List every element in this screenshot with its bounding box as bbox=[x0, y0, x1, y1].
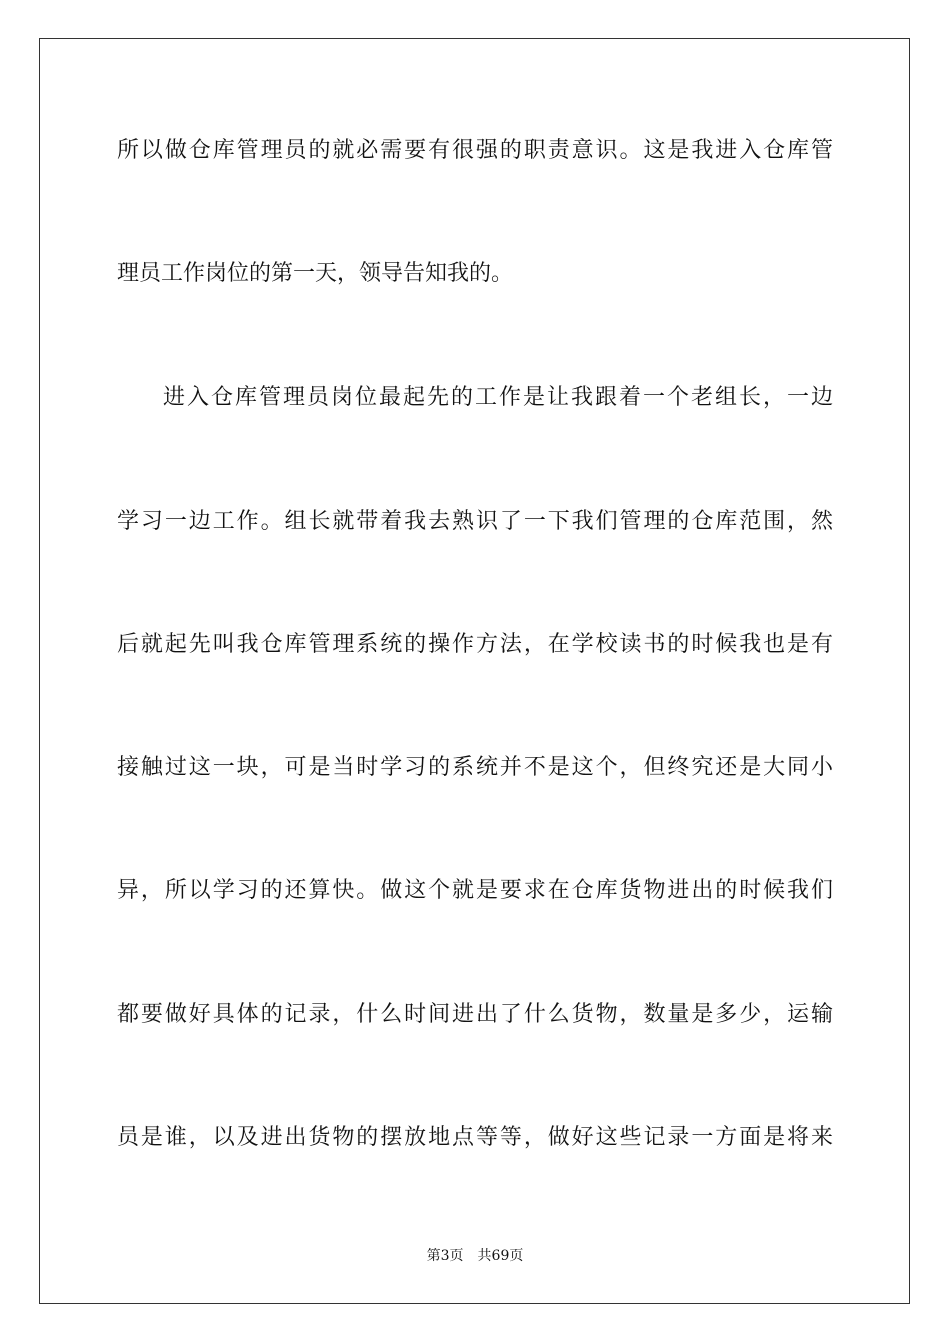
text-line-3: 进入仓库管理员岗位最起先的工作是让我跟着一个老组长，一边 bbox=[163, 385, 833, 410]
page-footer bbox=[0, 1247, 950, 1265]
text-line-2: 理员工作岗位的第一天，领导告知我的。 bbox=[117, 261, 514, 286]
text-line-4: 学习一边工作。组长就带着我去熟识了一下我们管理的仓库范围，然 bbox=[117, 509, 833, 534]
text-line-8: 都要做好具体的记录，什么时间进出了什么货物，数量是多少，运输 bbox=[117, 1002, 833, 1027]
page-border bbox=[39, 38, 910, 1304]
text-line-1: 所以做仓库管理员的就必需要有很强的职责意识。这是我进入仓库管 bbox=[117, 138, 833, 163]
page-number: 第3页 bbox=[426, 1248, 464, 1264]
page-total: 共69页 bbox=[477, 1248, 524, 1264]
text-line-5: 后就起先叫我仓库管理系统的操作方法，在学校读书的时候我也是有 bbox=[117, 632, 833, 657]
text-line-6: 接触过这一块，可是当时学习的系统并不是这个，但终究还是大同小 bbox=[117, 755, 833, 780]
text-line-9: 员是谁，以及进出货物的摆放地点等等，做好这些记录一方面是将来 bbox=[117, 1125, 833, 1150]
text-line-7: 异，所以学习的还算快。做这个就是要求在仓库货物进出的时候我们 bbox=[117, 878, 833, 903]
